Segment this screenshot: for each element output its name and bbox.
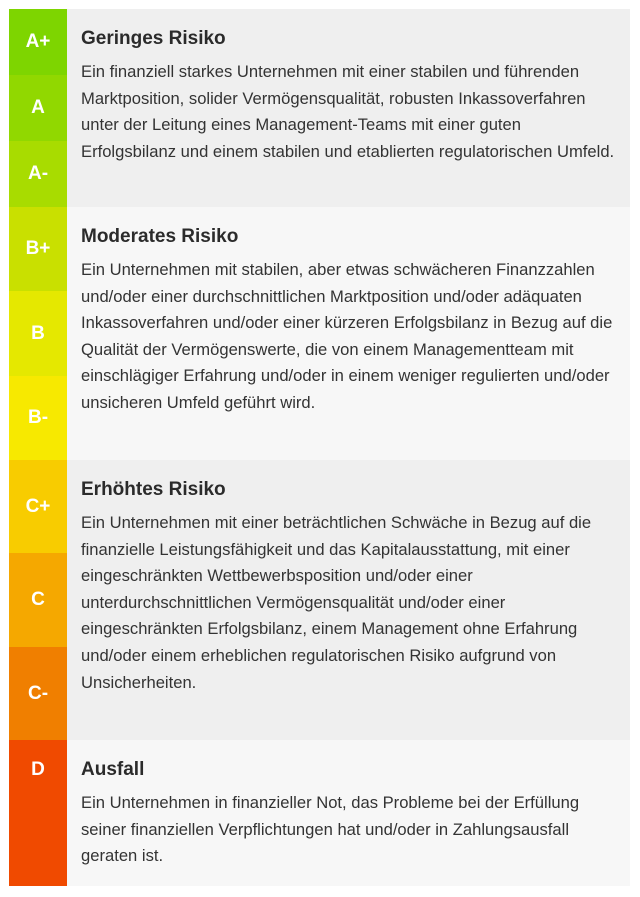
grade-badge-d: D [9, 740, 67, 886]
risk-description: Ein Unternehmen in finanzieller Not, das Probleme bei der Erfüllung seiner finanziellen Verpflichtungen hat und/oder in Zahlungsausfall geraten ist. [81, 793, 580, 866]
risk-description-panel [67, 9, 630, 207]
risk-description: Ein Unternehmen mit einer beträchtlichen Schwäche in Bezug auf die finanzielle Leistungsfähigkeit und das Kapitalausstattung, mit einer eingeschränkten Wettbewerbsposition und/oder einer unterdurchschnittlichen Vermögensqualität und/oder einer eingeschränkten Erfolgsbilanz, einem Management ohne Erfahrung und/oder einem erheblichen regulatorischen Risiko aufgrund von Unsicherheiten. [81, 513, 592, 692]
risk-heading: Geringes Risiko [81, 28, 226, 49]
risk-heading: Erhöhtes Risiko [81, 479, 226, 500]
grade-badge-a-minus: A- [9, 141, 67, 207]
grade-badge-b-minus: B- [9, 376, 67, 460]
risk-heading: Ausfall [81, 759, 145, 780]
risk-section-low [9, 9, 630, 207]
risk-rating-table [9, 9, 630, 886]
risk-description: Ein finanziell starkes Unternehmen mit einer stabilen und führenden Marktposition, solider Vermögensqualität, robusten Inkassoverfahren unter der Leitung eines Management-Teams mit einer guten Erfolgsbilanz und einem stabilen und etablierten regulatorischen Umfeld. [81, 62, 615, 161]
grade-badge-c-minus: C- [9, 647, 67, 740]
grade-badge-a: A [9, 75, 67, 141]
risk-description: Ein Unternehmen mit stabilen, aber etwas schwächeren Finanzzahlen und/oder einer durchschnittlichen Marktposition und/oder adäquaten Inkassoverfahren und/oder einer kürzeren Erfolgsbilanz in Bezug auf die Qualität der Vermögenswerte, die von einem Managementteam mit einschlägiger Erfahrung und/oder in einem weniger regulierten und/oder unsicheren Umfeld geführt wird. [81, 260, 613, 412]
grade-column [9, 207, 67, 460]
risk-section-default [9, 740, 630, 886]
grade-badge-c-plus: C+ [9, 460, 67, 553]
grade-badge-b-plus: B+ [9, 207, 67, 291]
risk-section-moderate [9, 207, 630, 460]
grade-badge-b: B [9, 291, 67, 376]
risk-description-panel [67, 740, 630, 886]
grade-column [9, 460, 67, 740]
grade-badge-a-plus: A+ [9, 9, 67, 75]
grade-badge-c: C [9, 553, 67, 647]
risk-description-panel [67, 207, 630, 460]
grade-column [9, 9, 67, 207]
risk-description-panel [67, 460, 630, 740]
grade-column [9, 740, 67, 886]
risk-heading: Moderates Risiko [81, 226, 239, 247]
risk-section-elevated [9, 460, 630, 740]
